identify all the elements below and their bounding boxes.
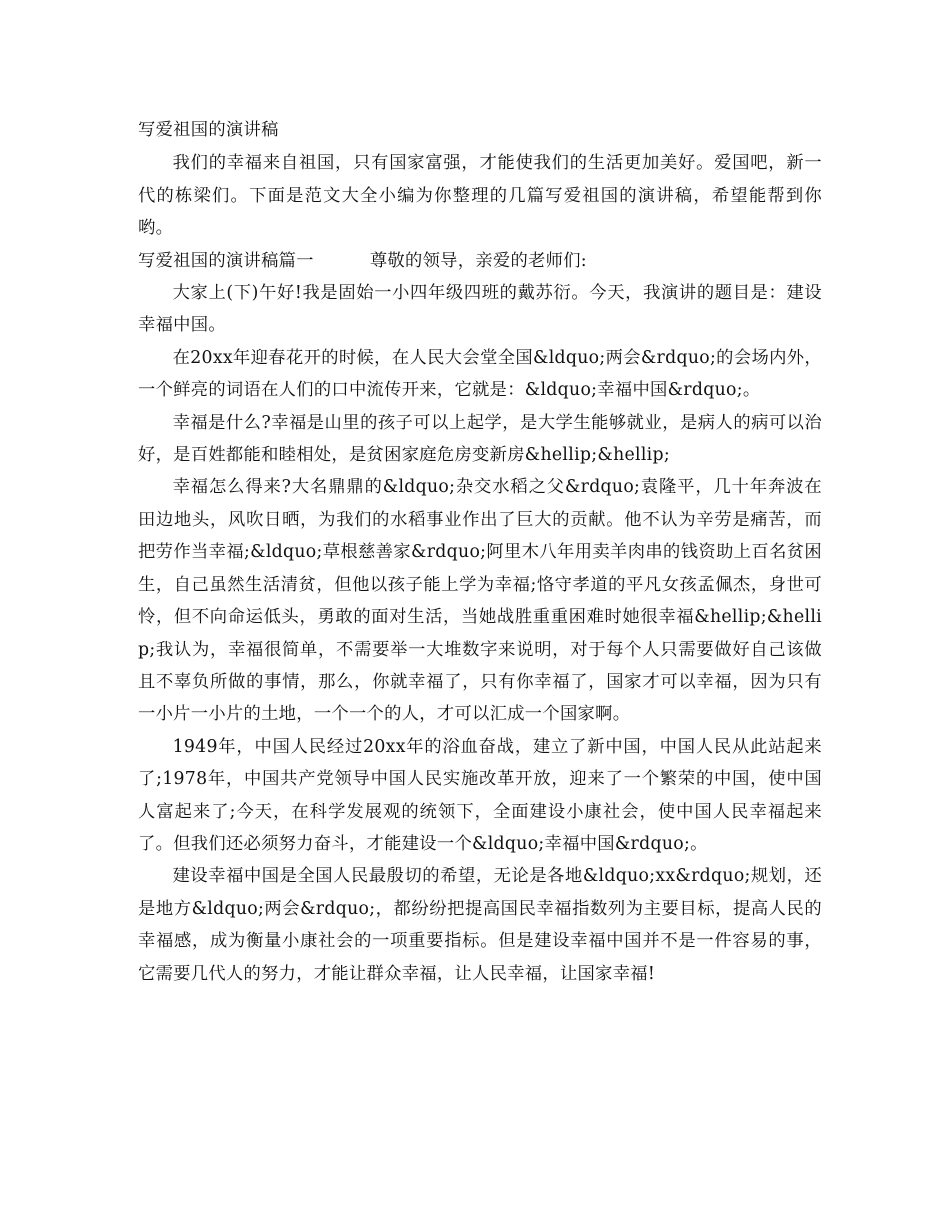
body-paragraph: 幸福是什么?幸福是山里的孩子可以上起学，是大学生能够就业，是病人的病可以治好，是百姓都能和睦相处，是贫困家庭危房变新房&hellip;&hellip;: [138, 412, 822, 466]
intro-paragraph: 我们的幸福来自祖国，只有国家富强，才能使我们的生活更加美好。爱国吧，新一代的栋梁们。下面是范文大全小编为你整理的几篇写爱祖国的演讲稿，希望能帮到你哟。: [138, 153, 822, 239]
body-paragraph: 建设幸福中国是全国人民最殷切的希望，无论是各地&ldquo;xx&rdquo;规划，还是地方&ldquo;两会&rdquo;，都纷纷把提高国民幸福指数列为主要目标，提高人民的幸福感，成为衡量小康社会的一项重要指标。但是建设幸福中国并不是一件容易的事，它需要几代人的努力，才能让群众幸福，让人民幸福，让国家幸福!: [138, 866, 822, 984]
body-paragraph: 幸福怎么得来?大名鼎鼎的&ldquo;杂交水稻之父&rdquo;袁隆平，几十年奔波在田边地头，风吹日晒，为我们的水稻事业作出了巨大的贡献。他不认为辛劳是痛苦，而把劳作当幸福;&ldquo;草根慈善家&rdquo;阿里木八年用卖羊肉串的钱资助上百名贫困生，自己虽然生活清贫，但他以孩子能上学为幸福;恪守孝道的平凡女孩孟佩杰，身世可怜，但不向命运低头，勇敢的面对生活，当她战胜重重困难时她很幸福&hellip;&hellip;我认为，幸福很简单，不需要举一大堆数字来说明，对于每个人只需要做好自己该做且不辜负所做的事情，那么，你就幸福了，只有你幸福了，国家才可以幸福，因为只有一小片一小片的土地，一个一个的人，才可以汇成一个国家啊。: [138, 477, 822, 725]
greeting-text: 尊敬的领导，亲爱的老师们:: [369, 250, 587, 271]
body-paragraph: 在20xx年迎春花开的时候，在人民大会堂全国&ldquo;两会&rdquo;的会场内外，一个鲜亮的词语在人们的口中流传开来，它就是：&ldquo;幸福中国&rdquo;。: [138, 347, 822, 401]
document-title: 写爱祖国的演讲稿: [138, 120, 279, 140]
body-paragraph: 1949年，中国人民经过20xx年的浴血奋战，建立了新中国，中国人民从此站起来了;1978年，中国共产党领导中国人民实施改革开放，迎来了一个繁荣的中国，使中国人富起来了;今天，在科学发展观的统领下，全面建设小康社会，使中国人民幸福起来了。但我们还必须努力奋斗，才能建设一个&ldquo;幸福中国&rdquo;。: [138, 736, 822, 854]
body-paragraph: 大家上(下)午好!我是固始一小四年级四班的戴苏衍。今天，我演讲的题目是：建设幸福中国。: [138, 283, 822, 336]
document-page: [138, 114, 822, 990]
section-heading: 写爱祖国的演讲稿篇一: [138, 250, 314, 271]
section-heading-row: [138, 245, 822, 277]
